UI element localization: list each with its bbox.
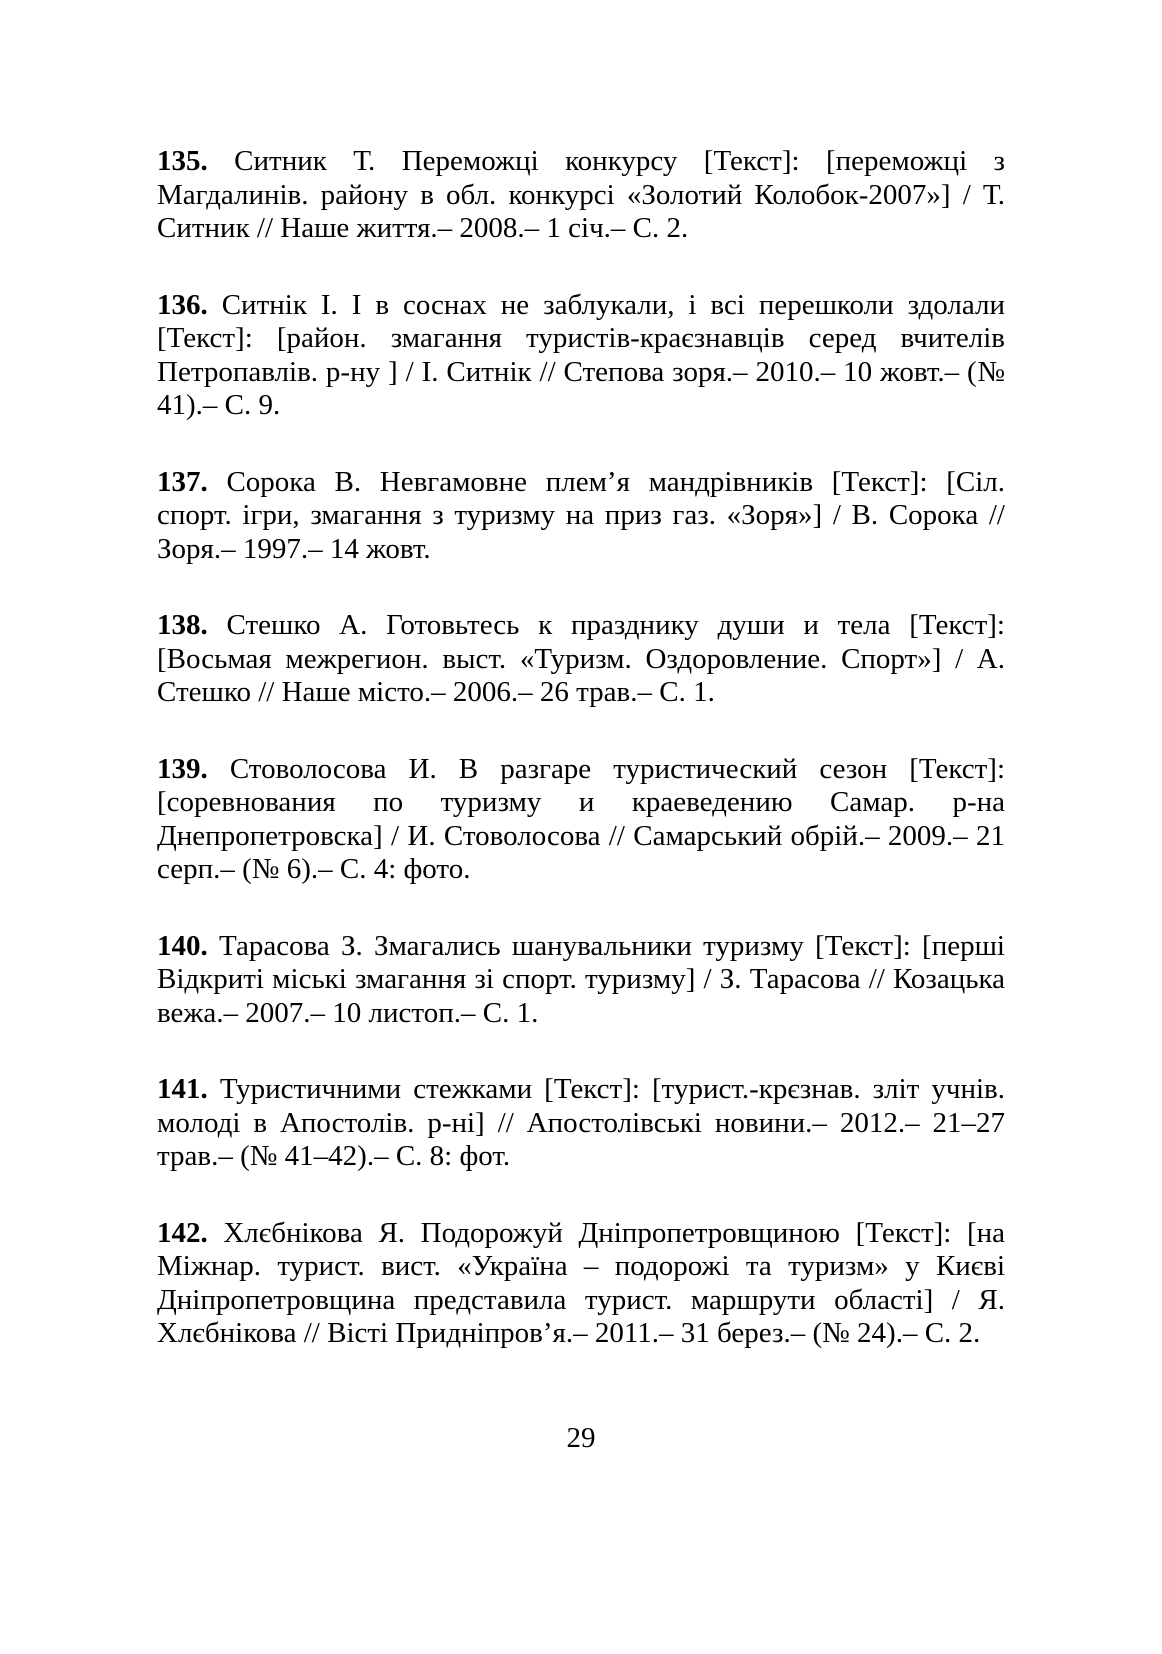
bibliography-entry-139 — [157, 753, 1005, 887]
bibliography-entry-136 — [157, 289, 1005, 423]
bibliography-entry-137 — [157, 466, 1005, 567]
entry-number: 142. — [157, 1216, 208, 1249]
entry-number: 135. — [157, 145, 208, 177]
entry-text: Тарасова З. Змагались шанувальники туризму [Текст]: [перші Відкриті міські змагання зі спорт. туризму] / З. Тарасова // Козацька вежа.– 2007.– 10 листоп.– С. 1. — [157, 929, 1005, 1029]
entry-number: 138. — [157, 609, 208, 641]
entry-number: 139. — [157, 752, 208, 785]
bibliography-entry-142 — [157, 1217, 1005, 1351]
entry-number: 136. — [157, 288, 208, 321]
entry-text: Стешко А. Готовьтесь к празднику души и тела [Текст]: [Восьмая межрегион. выст. «Туризм. Оздоровление. Спорт»] / А. Стешко // Наше місто.– 2006.– 26 трав.– С. 1. — [157, 609, 1005, 708]
bibliography-entry-135 — [157, 145, 1005, 246]
entry-text: Сорока В. Невгамовне плем’я мандрівників [Текст]: [Сіл. спорт. ігри, змагання з туризму на приз газ. «Зоря»] / В. Сорока // Зоря.– 1997.– 14 жовт. — [157, 465, 1005, 565]
entry-text: Ситник Т. Переможці конкурсу [Текст]: [переможці з Магдалинів. району в обл. конкурсі «Золотий Колобок-2007»] / Т. Ситник // Наше життя.– 2008.– 1 січ.– С. 2. — [157, 145, 1005, 244]
bibliography-list — [157, 145, 1005, 1394]
entry-text: Ситнік І. І в соснах не заблукали, і всі перешколи здолали [Текст]: [район. змагання туристів-краєзнавців серед вчителів Петропавлів. р-ну ] / І. Ситнік // Степова зоря.– 2010.– 10 жовт.– (№ 41).– С. 9. — [157, 288, 1005, 421]
entry-text: Хлєбнікова Я. Подорожуй Дніпропетровщиною [Текст]: [на Міжнар. турист. вист. «Україна – подорожі та туризм» у Києві Дніпропетровщина представила турист. маршрути області] / Я. Хлєбнікова // Вісті Придніпров’я.– 2011.– 31 берез.– (№ 24).– С. 2. — [157, 1216, 1005, 1349]
page-number: 29 — [566, 1422, 596, 1454]
entry-text: Стоволосова И. В разгаре туристический сезон [Текст]: [соревнования по туризму и краеведению Самар. р-на Днепропетровска] / И. Стоволосова // Самарський обрій.– 2009.– 21 серп.– (№ 6).– С. 4: фото. — [157, 752, 1005, 885]
entry-number: 140. — [157, 929, 208, 962]
bibliography-entry-141 — [157, 1073, 1005, 1174]
entry-text: Туристичними стежками [Текст]: [турист.-крєзнав. зліт учнів. молоді в Апостолів. р-ні] // Апостолівські новини.– 2012.– 21–27 трав.– (№ 41–42).– С. 8: фот. — [157, 1073, 1005, 1172]
entry-number: 141. — [157, 1073, 208, 1105]
entry-number: 137. — [157, 465, 208, 498]
bibliography-entry-138 — [157, 609, 1005, 710]
bibliography-entry-140 — [157, 930, 1005, 1031]
